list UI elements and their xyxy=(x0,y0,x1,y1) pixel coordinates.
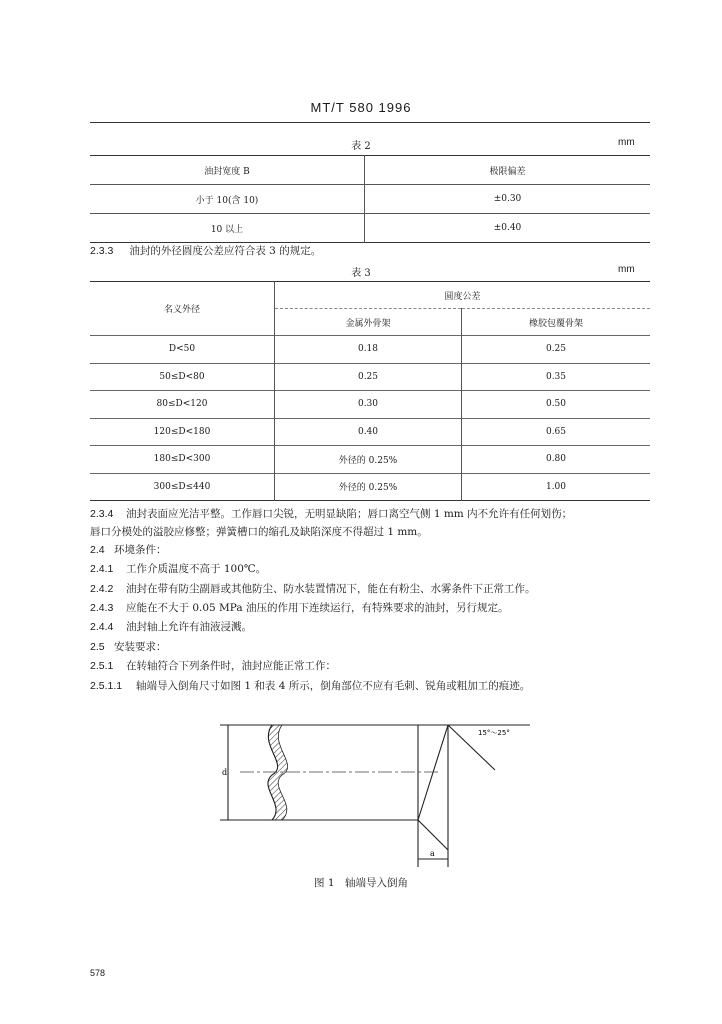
table3-header-nominal: 名义外径 xyxy=(90,282,275,336)
table2-caption: 表 2 xyxy=(351,141,371,152)
table3-cell: 0.30 xyxy=(275,391,462,419)
table3-cell: 0.65 xyxy=(462,418,651,446)
clause-number: 2.4.2 xyxy=(90,583,114,595)
chamfer-edge xyxy=(418,725,448,850)
table-row xyxy=(90,446,650,474)
clause-text: 环境条件： xyxy=(114,544,167,556)
table3-header-rubber: 橡胶包覆骨架 xyxy=(462,309,651,336)
clause-2-3-3 xyxy=(90,244,650,258)
table-row xyxy=(90,363,650,391)
table3-cell: 80≤D<120 xyxy=(90,391,275,419)
table3 xyxy=(90,281,650,501)
table-row xyxy=(90,418,650,446)
table2-cell: ±0.30 xyxy=(365,185,651,214)
shaft-outline xyxy=(272,725,448,820)
table3-cell: D<50 xyxy=(90,336,275,364)
clause-text: 工作介质温度不高于 100℃。 xyxy=(126,563,267,575)
table3-header-row xyxy=(90,282,650,309)
dimension-label-d: d xyxy=(222,768,228,777)
table2 xyxy=(90,155,650,243)
figure1-caption: 图 1 轴端导入倒角 xyxy=(313,877,409,889)
clause-text: 应能在不大于 0.05 MPa 油压的作用下连续运行，有特殊要求的油封，另行规定。 xyxy=(126,602,509,614)
clause-text: 在转轴符合下列条件时，油封应能正常工作： xyxy=(126,660,336,672)
clause-number: 2.5 xyxy=(90,641,105,653)
clause-line xyxy=(90,525,650,539)
clause-line xyxy=(90,543,650,557)
table3-cell: 0.40 xyxy=(275,418,462,446)
table3-caption: 表 3 xyxy=(351,268,371,279)
table3-cell: 0.35 xyxy=(462,363,651,391)
clause-text: 油封在带有防尘副唇或其他防尘、防水装置情况下，能在有粉尘、水雾条件下正常工作。 xyxy=(126,583,536,595)
clause-text: 油封轴上允许有油液浸溅。 xyxy=(126,621,252,633)
clause-line xyxy=(90,640,650,654)
clause-number: 2.4.3 xyxy=(90,602,114,614)
table3-cell: 120≤D<180 xyxy=(90,418,275,446)
table3-cell: 0.25 xyxy=(275,363,462,391)
clause-number: 2.3.3 xyxy=(90,245,114,257)
clause-text: 安装要求： xyxy=(114,641,167,653)
table2-header-row xyxy=(90,156,650,185)
table3-cell: 0.18 xyxy=(275,336,462,364)
section-hatch xyxy=(268,725,288,820)
clause-text: 轴端导入倒角尺寸如图 1 和表 4 所示，倒角部位不应有毛刺、锐角或粗加工的痕迹。 xyxy=(136,680,531,692)
table3-cell: 300≤D≤440 xyxy=(90,473,275,501)
table3-cell: 0.25 xyxy=(462,336,651,364)
clause-line xyxy=(90,679,650,693)
table3-cell: 50≤D<80 xyxy=(90,363,275,391)
table2-header-deviation: 极限偏差 xyxy=(489,166,526,177)
dimension-label-a: a xyxy=(430,849,435,858)
table2-cell: ±0.40 xyxy=(365,214,651,243)
table3-header-roundness: 圆度公差 xyxy=(444,291,481,302)
clause-text: 油封表面应光洁平整。工作唇口尖锐，无明显缺陷；唇口离空气侧 1 mm 内不允许有任何划伤； xyxy=(126,508,573,520)
clause-line xyxy=(90,620,650,634)
table-row xyxy=(90,185,650,214)
angle-label: 15°～25° xyxy=(478,729,510,737)
table2-cell: 小于 10(含 10) xyxy=(90,185,365,214)
table-row xyxy=(90,391,650,419)
table-row xyxy=(90,336,650,364)
clause-number: 2.5.1 xyxy=(90,660,114,672)
table2-cell: 10 以上 xyxy=(90,214,365,243)
table2-unit: mm xyxy=(618,137,635,148)
table3-unit: mm xyxy=(618,264,635,275)
clause-line xyxy=(90,582,650,596)
table3-cell: 外径的 0.25% xyxy=(275,473,462,501)
clause-number: 2.3.4 xyxy=(90,508,114,520)
table-row xyxy=(90,214,650,243)
table3-cell: 180≤D<300 xyxy=(90,446,275,474)
figure1-shaft-chamfer xyxy=(210,715,540,870)
clause-number: 2.4.4 xyxy=(90,621,114,633)
clause-line xyxy=(90,601,650,615)
standard-code: MT/T 580 1996 xyxy=(310,100,412,115)
clause-line xyxy=(90,562,650,576)
table3-cell: 外径的 0.25% xyxy=(275,446,462,474)
clause-number: 2.4 xyxy=(90,544,105,556)
page-number: 578 xyxy=(90,968,106,978)
table2-header-width: 油封宽度 B xyxy=(90,156,365,185)
clause-text: 油封的外径圆度公差应符合表 3 的规定。 xyxy=(129,245,322,257)
table3-header-metal: 金属外骨架 xyxy=(275,309,462,336)
table3-cell: 0.80 xyxy=(462,446,651,474)
table3-cell: 1.00 xyxy=(462,473,651,501)
clause-line xyxy=(90,507,650,521)
table-row xyxy=(90,473,650,501)
header-rule xyxy=(90,122,650,123)
clause-number: 2.5.1.1 xyxy=(90,680,123,692)
clause-number: 2.4.1 xyxy=(90,563,114,575)
table3-cell: 0.50 xyxy=(462,391,651,419)
clause-line xyxy=(90,659,650,673)
clause-text: 唇口分模处的溢胶应修整；弹簧槽口的缩孔及缺陷深度不得超过 1 mm。 xyxy=(90,526,428,538)
